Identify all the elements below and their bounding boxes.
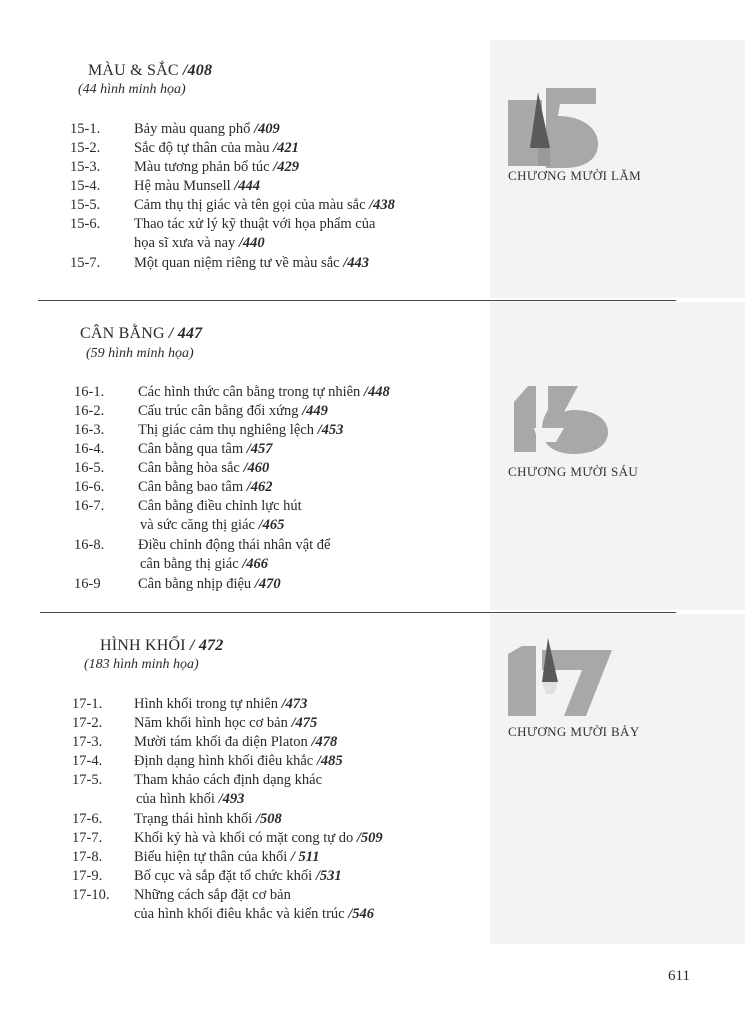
entry-title: Bảy màu quang phổ [134, 121, 255, 137]
entry-page: /531 [315, 868, 342, 884]
chapter-label: CHƯƠNG MƯỜI LĂM [508, 168, 642, 183]
section-divider [38, 300, 676, 301]
entry-title: Sắc độ tự thân của màu [134, 140, 274, 156]
entry-number: 17-7. [72, 830, 103, 846]
entry-number: 16-1. [74, 384, 105, 400]
toc-entry-continuation[interactable] [140, 516, 284, 535]
entry-page: /478 [311, 734, 338, 750]
entry-title: Bố cục và sắp đặt tổ chức khối [134, 868, 316, 884]
entry-page: /448 [363, 384, 390, 400]
entry-number: 15-2. [70, 140, 101, 156]
entry-title: Cân bằng điều chỉnh lực hút [138, 498, 302, 514]
section-subtitle: (59 hình minh họa) [86, 346, 194, 361]
entry-number: 17-6. [72, 811, 103, 827]
chapter-17-emblem-icon [508, 636, 612, 718]
entry-number: 17-2. [72, 715, 103, 731]
entry-title: Hình khối trong tự nhiên [134, 696, 282, 712]
entry-title: Cấu trúc cân bằng đối xứng [138, 403, 303, 419]
entry-page: /508 [255, 811, 282, 827]
entry-title: Thao tác xử lý kỹ thuật với họa phẩm của [134, 216, 376, 232]
entry-title-continued: cân bằng thị giác [140, 556, 243, 572]
entry-title: Một quan niệm riêng tư về màu sắc [134, 255, 344, 271]
entry-number: 17-8. [72, 849, 103, 865]
entry-number: 16-6. [74, 479, 105, 495]
entry-page: /421 [273, 140, 299, 156]
entry-title: Những cách sắp đặt cơ bản [134, 887, 291, 903]
entry-number: 15-3. [70, 159, 101, 175]
entry-page: /444 [234, 178, 261, 194]
entry-page: /470 [254, 576, 281, 592]
section-title [80, 325, 202, 343]
entry-number: 16-9 [74, 576, 101, 592]
entry-number: 16-4. [74, 441, 105, 457]
section-subtitle: (183 hình minh họa) [84, 657, 199, 672]
entry-title: Khối kỷ hà và khối có mặt cong tự do [134, 830, 357, 846]
entry-number: 16-7. [74, 498, 105, 514]
entry-number: 15-1. [70, 121, 101, 137]
entry-title: Màu tương phản bổ túc [134, 159, 274, 175]
entry-number: 16-8. [74, 537, 105, 553]
entry-title-continued: của hình khối [136, 791, 219, 807]
section-subtitle: (44 hình minh họa) [78, 82, 186, 97]
entry-number: 15-6. [70, 216, 101, 232]
entry-number: 17-4. [72, 753, 103, 769]
entry-title: Biểu hiện tự thân của khối [134, 849, 291, 865]
entry-page: /429 [273, 159, 299, 175]
section-title-text: HÌNH KHỐI [100, 637, 190, 654]
chapter-rail-2 [490, 302, 745, 610]
entry-number: 17-1. [72, 696, 103, 712]
entry-number: 17-9. [72, 868, 103, 884]
entry-number: 16-2. [74, 403, 105, 419]
entry-page: /509 [356, 830, 383, 846]
entry-number: 17-10. [72, 887, 110, 903]
entry-title: Định dạng hình khối điêu khắc [134, 753, 317, 769]
section-divider [40, 612, 676, 613]
entry-number: 16-3. [74, 422, 105, 438]
entry-page: /475 [291, 715, 318, 731]
entry-page: /493 [218, 791, 245, 807]
page-number: 611 [668, 968, 690, 984]
section-title-text: CÂN BẰNG [80, 325, 169, 342]
entry-page: /460 [243, 460, 270, 476]
entry-number: 17-3. [72, 734, 103, 750]
entry-title: Cân bằng nhịp điệu [138, 576, 255, 592]
entry-number: 15-5. [70, 197, 101, 213]
entry-page: /473 [281, 696, 308, 712]
section-title-page: / 447 [168, 325, 203, 342]
chapter-label: CHƯƠNG MƯỜI SÁU [508, 464, 639, 479]
section-title-page: /408 [182, 62, 213, 79]
toc-entry-continuation[interactable] [134, 234, 265, 253]
entry-title: Cân bằng hòa sắc [138, 460, 244, 476]
entry-page: /457 [246, 441, 273, 457]
section-title [100, 637, 223, 655]
entry-title-continued: của hình khối điêu khắc và kiến trúc [134, 906, 349, 922]
entry-page: /453 [317, 422, 344, 438]
entry-title: Trạng thái hình khối [134, 811, 256, 827]
entry-number: 15-7. [70, 255, 101, 271]
entry-title: Cảm thụ thị giác và tên gọi của màu sắc [134, 197, 370, 213]
entry-page: /409 [254, 121, 280, 137]
entry-page: /438 [369, 197, 395, 213]
toc-entry-continuation[interactable] [134, 905, 374, 924]
entry-title: Mười tám khối đa diện Platon [134, 734, 312, 750]
section-title-text: MÀU & SẮC [88, 62, 183, 79]
entry-title-continued: và sức căng thị giác [140, 517, 259, 533]
entry-number: 15-4. [70, 178, 101, 194]
chapter-15-emblem-icon [508, 86, 600, 168]
entry-title: Thị giác cảm thụ nghiêng lệch [138, 422, 318, 438]
entry-title: Điều chỉnh động thái nhân vật để [138, 537, 331, 553]
entry-page: /443 [343, 255, 369, 271]
entry-title: Tham khảo cách định dạng khác [134, 772, 323, 788]
entry-page: /449 [302, 403, 328, 419]
entry-page: /465 [258, 517, 285, 533]
toc-entry-continuation[interactable] [140, 555, 268, 574]
entry-page: /485 [316, 753, 343, 769]
entry-page: /440 [238, 235, 265, 251]
entry-page: /466 [242, 556, 269, 572]
entry-number: 16-5. [74, 460, 105, 476]
entry-page: /462 [246, 479, 273, 495]
entry-title: Hệ màu Munsell [134, 178, 235, 194]
entry-page: /546 [348, 906, 374, 922]
entry-title: Năm khối hình học cơ bản [134, 715, 292, 731]
chapter-16-emblem-icon [508, 384, 612, 454]
entry-number: 17-5. [72, 772, 103, 788]
entry-title: Cân bằng qua tâm [138, 441, 247, 457]
toc-entry-continuation[interactable] [136, 790, 244, 809]
section-title-page: / 472 [189, 637, 224, 654]
section-title [88, 62, 212, 80]
entry-title: Các hình thức cân bằng trong tự nhiên [138, 384, 364, 400]
chapter-label: CHƯƠNG MƯỜI BẢY [508, 724, 640, 739]
entry-title: Cân bằng bao tâm [138, 479, 247, 495]
entry-page: / 511 [290, 849, 320, 865]
entry-title-continued: họa sĩ xưa và nay [134, 235, 239, 251]
